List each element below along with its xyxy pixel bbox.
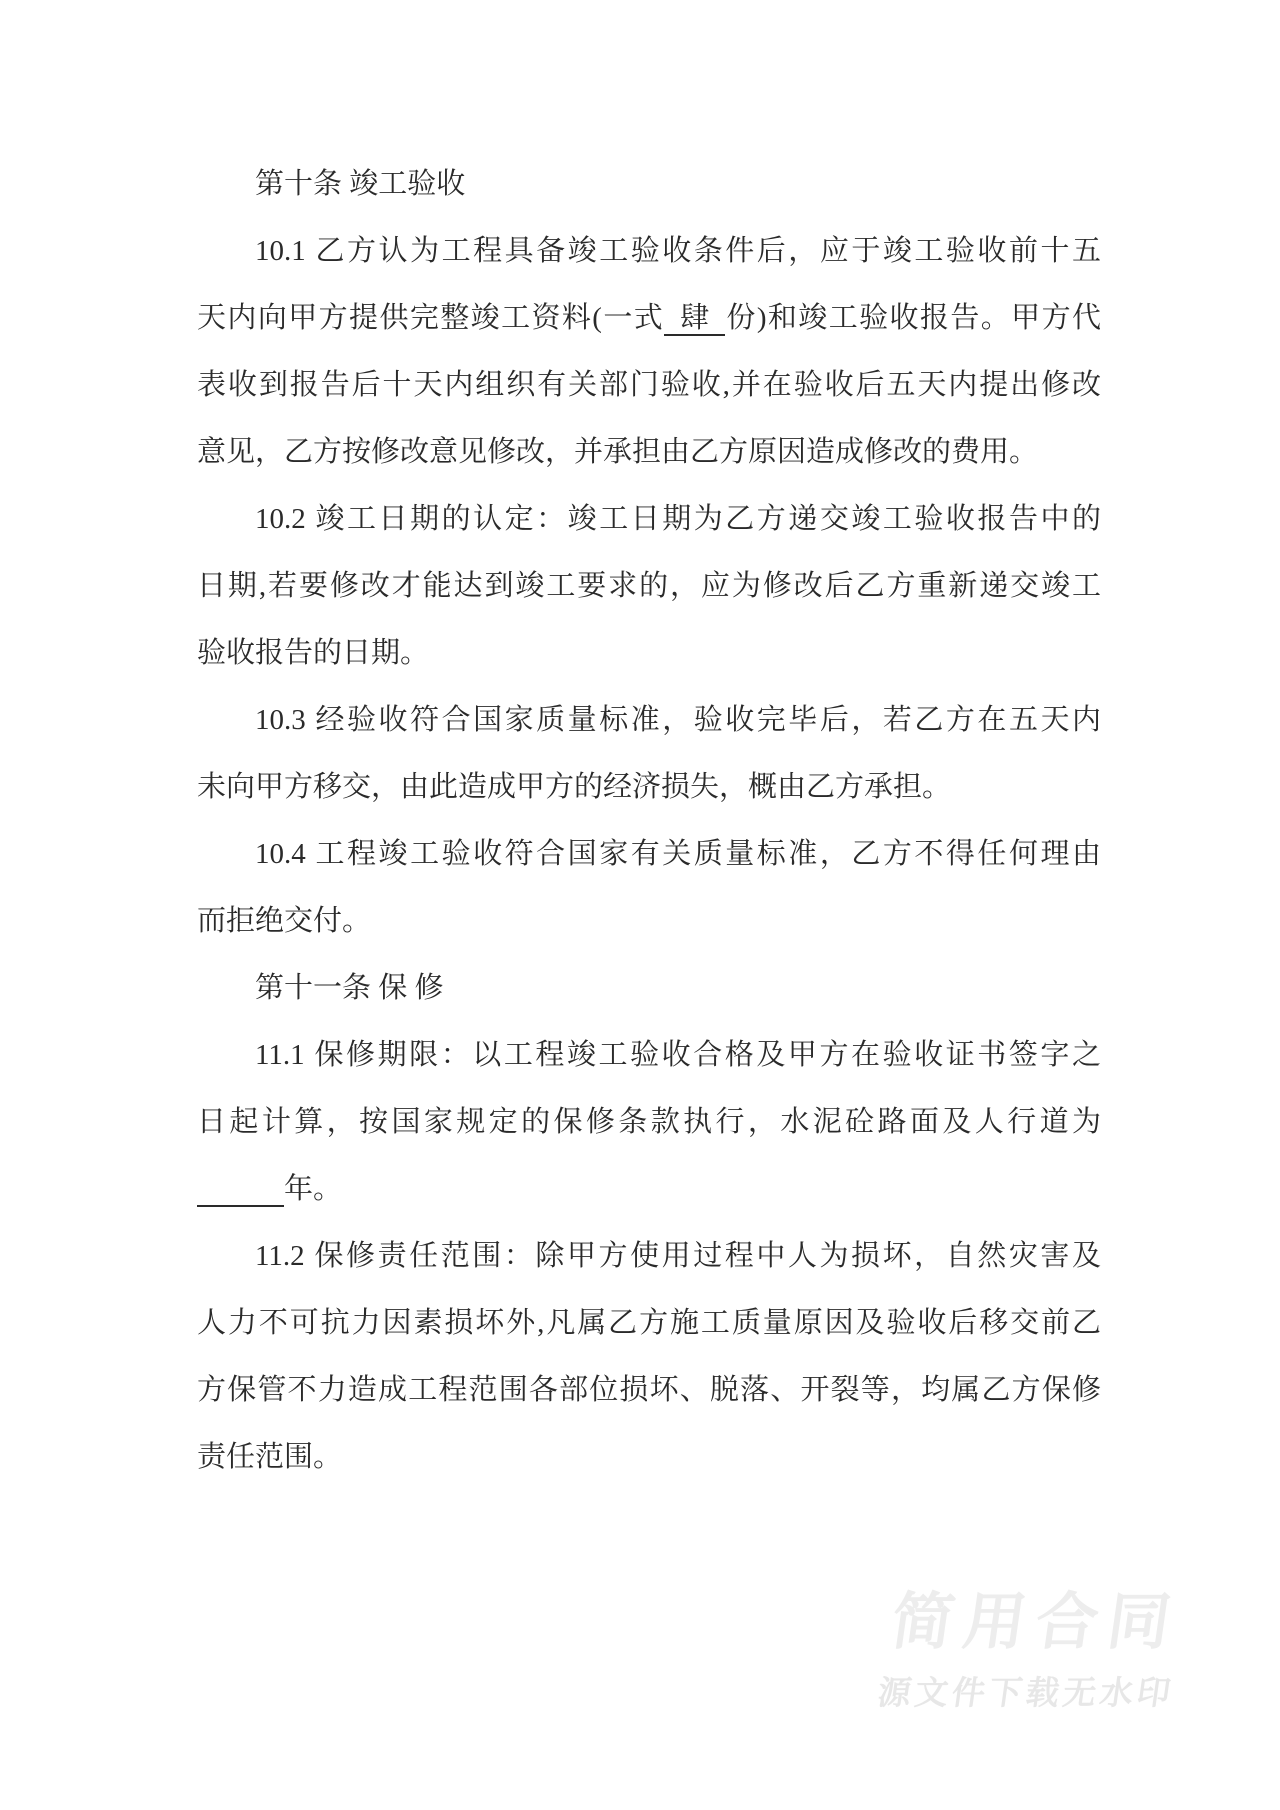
clause-10-1-line: 意见，乙方按修改意见修改，并承担由乙方原因造成修改的费用。 <box>197 436 1039 468</box>
clause-10-2-line: 10.2 竣工日期的认定：竣工日期为乙方递交竣工验收报告中的 <box>255 503 1101 535</box>
clause-11-1-line: 11.1 保修期限：以工程竣工验收合格及甲方在验收证书签字之 <box>255 1039 1101 1071</box>
clause-text: 份)和竣工验收报告。甲方代 <box>725 302 1101 334</box>
clause-10-4-line: 10.4 工程竣工验收符合国家有关质量标准，乙方不得任何理由 <box>255 838 1101 870</box>
clause-11-1-line <box>197 1156 1101 1223</box>
clause-10-3-line: 10.3 经验收符合国家质量标准，验收完毕后，若乙方在五天内 <box>255 704 1101 736</box>
clause-11-2-line: 责任范围。 <box>197 1441 343 1473</box>
clause-10-2-line: 日期,若要修改才能达到竣工要求的，应为修改后乙方重新递交竣工 <box>197 570 1101 602</box>
clause-11-2-line: 方保管不力造成工程范围各部位损坏、脱落、开裂等，均属乙方保修 <box>197 1374 1101 1406</box>
clause-11-2-line: 11.2 保修责任范围：除甲方使用过程中人为损坏，自然灾害及 <box>255 1240 1101 1272</box>
clause-10-1-line: 10.1 乙方认为工程具备竣工验收条件后，应于竣工验收前十五 <box>255 235 1101 267</box>
clause-11-2-line: 人力不可抗力因素损坏外,凡属乙方施工质量原因及验收后移交前乙 <box>197 1307 1101 1339</box>
clause-10-2-line: 验收报告的日期。 <box>197 637 430 669</box>
watermark-subtitle: 源文件下载无水印 <box>875 1674 1177 1711</box>
clause-10-1-line <box>197 285 1101 352</box>
clause-text: 年。 <box>284 1173 343 1205</box>
clause-text: 天内向甲方提供完整竣工资料(一式 <box>197 302 665 334</box>
fill-in-blank-warranty-years <box>197 1173 284 1207</box>
clause-10-4-line: 而拒绝交付。 <box>197 905 372 937</box>
clause-10-3-line: 未向甲方移交，由此造成甲方的经济损失，概由乙方承担。 <box>197 771 952 803</box>
watermark-title: 简用合同 <box>887 1588 1185 1657</box>
watermark <box>875 1588 1188 1711</box>
article-10-heading: 第十条 竣工验收 <box>255 168 466 200</box>
contract-body <box>197 151 1101 1491</box>
clause-10-1-line: 表收到报告后十天内组织有关部门验收,并在验收后五天内提出修改 <box>197 369 1101 401</box>
article-11-heading: 第十一条 保 修 <box>255 972 444 1004</box>
clause-11-1-line: 日起计算，按国家规定的保修条款执行，水泥砼路面及人行道为 <box>197 1106 1101 1138</box>
fill-in-blank-copies: 肆 <box>664 302 726 334</box>
